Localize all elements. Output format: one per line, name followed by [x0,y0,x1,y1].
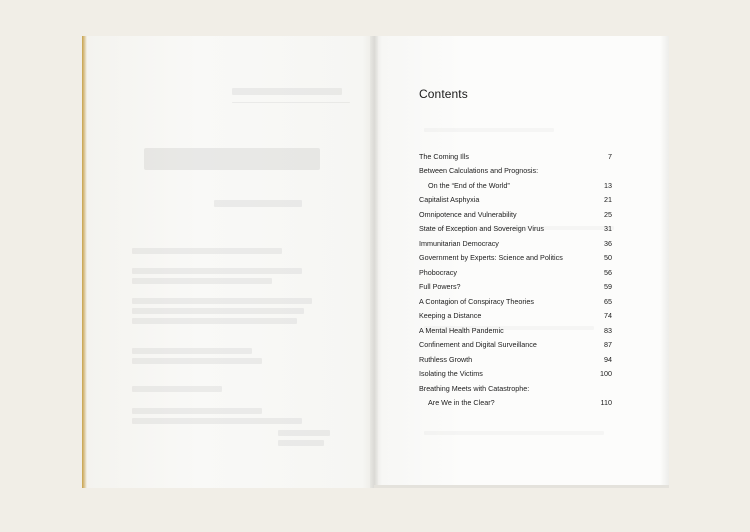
show-through-title [144,148,320,170]
page-edge [374,485,669,488]
toc-entry-page: 25 [604,210,612,219]
toc-entry-page: 7 [608,152,612,161]
toc-entry-title: Keeping a Distance [419,311,482,320]
toc-entry-title: Phobocracy [419,268,457,277]
toc-entry [419,195,612,207]
toc-entry-title: Between Calculations and Prognosis: [419,166,539,175]
show-through-text [132,408,262,414]
show-through-text [424,128,554,132]
toc-entry-title: Government by Experts: Science and Politics [419,253,563,262]
toc-entry-page: 100 [600,369,612,378]
toc-entry-title: Omnipotence and Vulnerability [419,210,517,219]
open-book [82,36,669,488]
show-through-text [278,440,324,446]
show-through-text [132,358,262,364]
toc-entry-title: The Coming Ills [419,152,469,161]
toc-entry-page: 21 [604,195,612,204]
show-through-text [132,386,222,392]
toc-entry-page: 31 [604,224,612,233]
toc-entry [419,311,612,323]
toc-entry [419,355,612,367]
toc-entry-title: Are We in the Clear? [428,398,495,407]
toc-entry-title: A Mental Health Pandemic [419,326,504,335]
toc-entry [419,239,612,251]
toc-entry [419,224,612,236]
toc-entry-title: Full Powers? [419,282,461,291]
show-through-text [132,278,272,284]
book-gutter [370,36,378,488]
toc-entry-page: 56 [604,268,612,277]
show-through-subtitle [214,200,302,207]
toc-entry-title: Confinement and Digital Surveillance [419,340,537,349]
toc-entry-page: 94 [604,355,612,364]
toc-entry [419,181,612,193]
toc-entry [419,369,612,381]
toc-entry-page: 65 [604,297,612,306]
show-through-text [132,268,302,274]
toc-entry [419,253,612,265]
left-page [82,36,374,488]
show-through-text [132,348,252,354]
toc-entry-title: Capitalist Asphyxia [419,195,480,204]
toc-entry [419,282,612,294]
toc-entry-title: Ruthless Growth [419,355,473,364]
show-through-text [132,418,302,424]
toc-entry-title: A Contagion of Conspiracy Theories [419,297,534,306]
toc-entry [419,297,612,309]
toc-entry-page: 110 [600,398,612,407]
toc-entry-page: 50 [604,253,612,262]
toc-entry-title: State of Exception and Sovereign Virus [419,224,544,233]
toc-entry [419,340,612,352]
toc-entry-page: 13 [604,181,612,190]
toc-entry-page: 59 [604,282,612,291]
show-through-rule [232,102,350,103]
toc-entry [419,326,612,338]
show-through-text [278,430,330,436]
toc-entry [419,166,612,178]
contents-heading: Contents [419,87,468,101]
toc-entry [419,268,612,280]
toc-entry-title: On the “End of the World” [428,181,510,190]
toc-entry-page: 87 [604,340,612,349]
toc-entry [419,152,612,164]
show-through-text [132,308,304,314]
toc-entry-page: 74 [604,311,612,320]
show-through-author [232,88,342,95]
toc-entry-title: Isolating the Victims [419,369,483,378]
toc-entry [419,210,612,222]
show-through-text [424,431,604,435]
toc-entry-title: Breathing Meets with Catastrophe: [419,384,530,393]
toc-entry-page: 83 [604,326,612,335]
show-through-text [132,248,282,254]
toc-entry [419,398,612,410]
toc-entry-page: 36 [604,239,612,248]
toc-entry [419,384,612,396]
toc-entry-title: Immunitarian Democracy [419,239,499,248]
show-through-text [132,318,297,324]
show-through-text [132,298,312,304]
